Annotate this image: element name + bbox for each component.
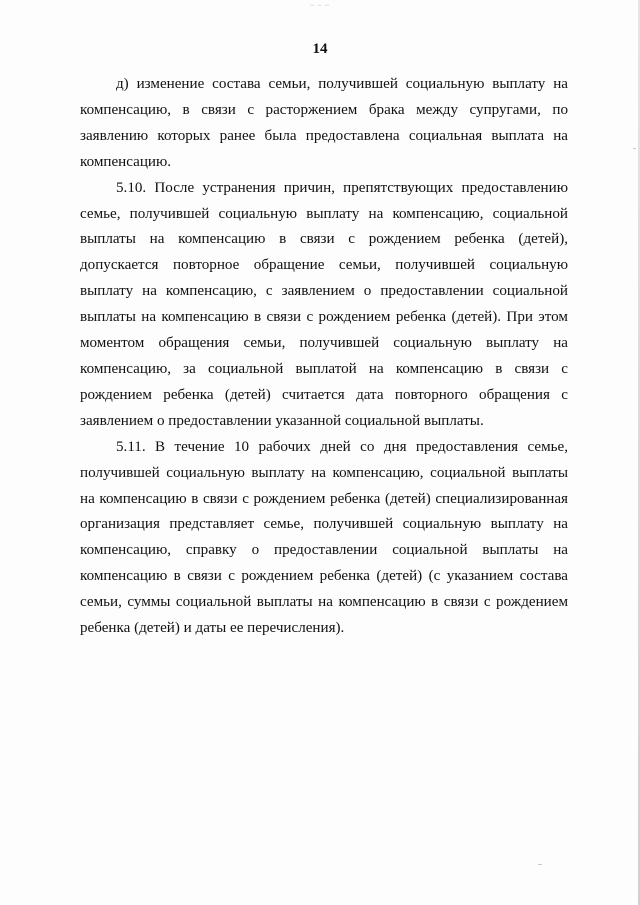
scan-speck <box>633 148 636 149</box>
paragraph-5-10: 5.10. После устранения причин, препятствующих предоставлению семье, получившей социальную выплату на компенсацию, социальной выплаты на компенсацию в связи с рождением ребенка (детей), допускается повторное обращение семьи, получившей социальную выплату на компенсацию, с заявлением о предоставлении социальной выплаты на компенсацию в связи с рождением ребенка (детей). При этом моментом обращения семьи, получившей социальную выплату на компенсацию, за социальной выплатой на компенсацию в связи с рождением ребенка (детей) считается дата повторного обращения с заявлением о предоставлении указанной социальной выплаты. <box>80 179 568 429</box>
document-body <box>80 72 568 642</box>
page-number: 14 <box>312 41 328 57</box>
scan-speck <box>538 864 542 865</box>
paragraph-5-11: 5.11. В течение 10 рабочих дней со дня предоставления семье, получившей социальную выплату на компенсацию, социальной выплаты на компенсацию в связи с рождением ребенка (детей) специализированная организация представляет семье, получившей социальную выплату на компенсацию, справку о предоставлении социальной выплаты на компенсацию в связи с рождением ребенка (детей) (с указанием состава семьи, суммы социальной выплаты на компенсацию в связи с рождением ребенка (детей) и даты ее перечисления). <box>80 438 568 637</box>
scan-artifact-mark: ~ ~ ~ <box>310 2 330 10</box>
paragraph-item-d: д) изменение состава семьи, получившей социальную выплату на компенсацию, в связи с расторжением брака между супругами, по заявлению которых ранее была предоставлена социальная выплата на компенсацию. <box>80 76 568 170</box>
